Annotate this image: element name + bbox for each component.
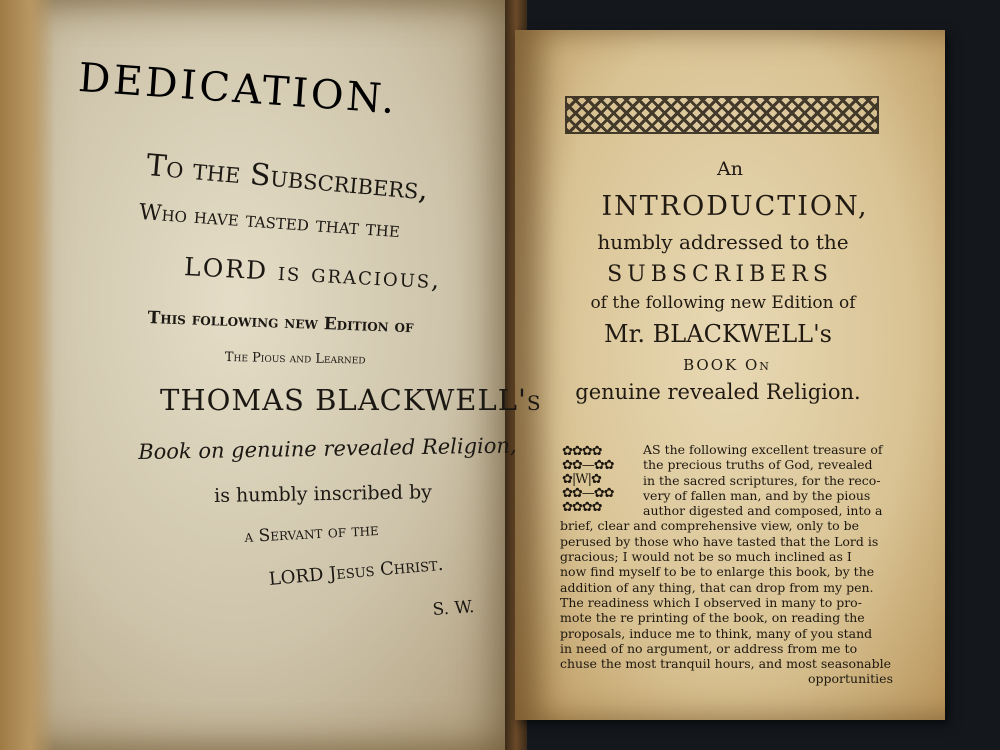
intro-heading-line: INTRODUCTION,: [601, 191, 869, 222]
dedication-line: Book on genuine revealed Religion,: [138, 433, 517, 464]
dedication-line: LORD is gracious,: [183, 252, 442, 295]
intro-heading-line: of the following new Edition of: [590, 293, 856, 313]
initial-ornament-row: ✿✿✿✿: [562, 444, 602, 459]
body-line: proposals, induce me to think, many of you stand: [560, 625, 873, 641]
dedication-line: a Servant of the: [244, 519, 380, 547]
dedication-title: DEDICATION.: [76, 55, 400, 124]
body-line: perused by those who have tasted that the Lord is: [560, 533, 879, 549]
body-line: opportunities: [808, 671, 893, 687]
body-line: the precious truths of God, revealed: [643, 457, 873, 473]
introduction-body: [560, 442, 893, 687]
body-line: The readiness which I observed in many to pro-: [560, 594, 862, 610]
body-line: gracious; I would not be so much inclined as I: [560, 549, 852, 565]
body-line: addition of any thing, that can drop from my pen.: [560, 579, 874, 595]
body-line: AS the following excellent treasure of: [643, 442, 883, 457]
initial-ornament-row: ✿|W|✿: [562, 472, 601, 487]
body-line: very of fallen man, and by the pious: [643, 487, 871, 503]
body-line: author digested and composed, into a: [643, 503, 883, 519]
body-line: chuse the most tranquil hours, and most seasonable: [560, 656, 891, 672]
intro-heading-line: Mr. BLACKWELL's: [604, 320, 832, 348]
dedication-line: To the Subscribers,: [144, 148, 430, 208]
initial-ornament-row: ✿✿✿✿: [562, 500, 602, 515]
initial-ornament-row: ✿✿—✿✿: [562, 486, 614, 501]
dedication-line: is humbly inscribed by: [214, 481, 433, 507]
dedication-line: LORD Jesus Christ.: [268, 553, 445, 590]
intro-heading-line: BOOK On: [683, 356, 771, 374]
dedication-line: THOMAS BLACKWELL's: [160, 383, 542, 417]
decorated-initial: [562, 445, 640, 515]
page-edge: [0, 0, 55, 750]
body-line: in need of no argument, or address from me to: [560, 640, 858, 656]
dedication-line: The Pious and Learned: [224, 350, 366, 368]
intro-heading-line: humbly addressed to the: [597, 230, 849, 254]
body-line: mote the re printing of the book, on reading the: [560, 610, 865, 626]
body-line: in the sacred scriptures, for the reco-: [643, 472, 881, 488]
intro-heading-line: An: [717, 158, 743, 180]
intro-heading-line: genuine revealed Religion.: [575, 380, 861, 404]
body-line: brief, clear and comprehensive view, only to be: [560, 518, 860, 534]
dedication-line: This following new Edition of: [147, 308, 414, 338]
ornamental-border: [565, 96, 879, 134]
dedication-line: Who have tasted that the: [138, 200, 401, 244]
body-line: now find myself to be to enlarge this book, by the: [560, 564, 875, 580]
dedication-signature: S. W.: [432, 597, 476, 620]
initial-ornament-row: ✿✿—✿✿: [562, 458, 614, 473]
intro-heading-line: SUBSCRIBERS: [607, 262, 833, 287]
